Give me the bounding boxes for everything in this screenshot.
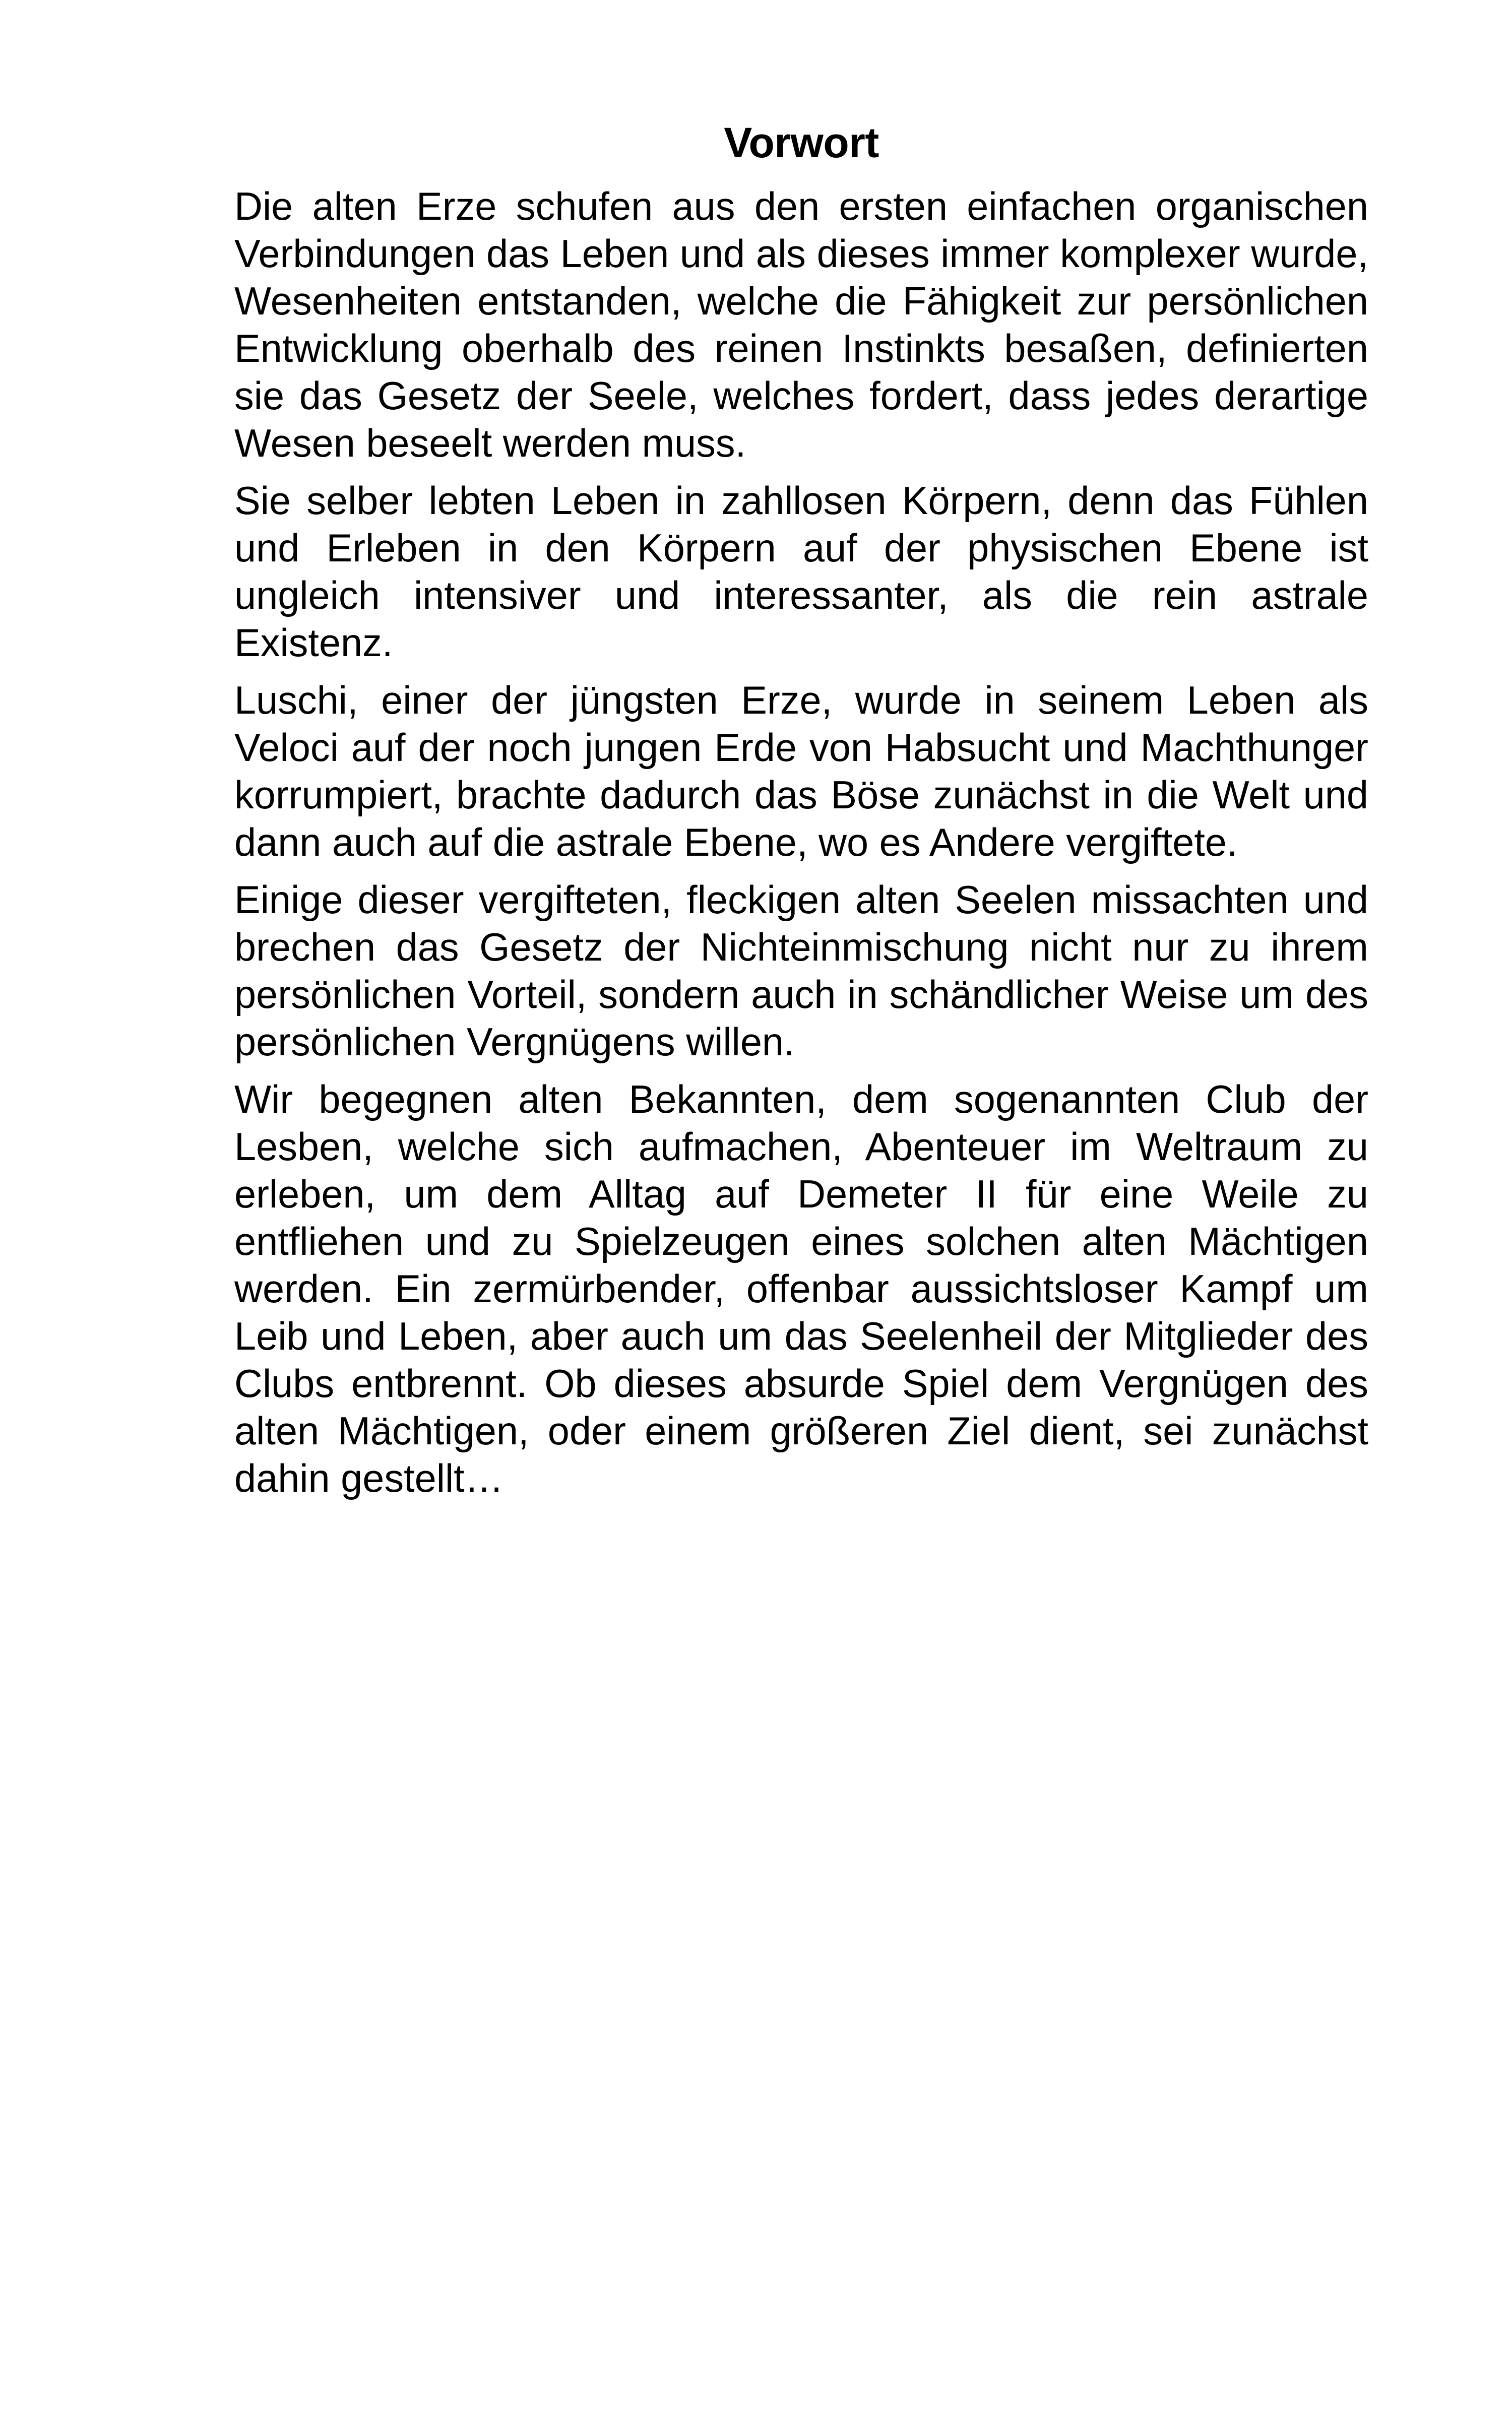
paragraph-4: Einige dieser vergifteten, fleckigen alten Seelen missachten und brechen das Gesetz der Nichteinmischung nicht nur zu ihrem persönlichen Vorteil, sondern auch in schändlicher Weise um des persönlichen Vergnügens willen. (234, 878, 1368, 1064)
paragraph-5: Wir begegnen alten Bekannten, dem sogenannten Club der Lesben, welche sich aufmachen, Abenteuer im Weltraum zu erleben, um dem Alltag auf Demeter II für eine Weile zu entfliehen und zu Spielzeugen eines solchen alten Mächtigen werden. Ein zermürbender, offenbar aussichtsloser Kampf um Leib und Leben, aber auch um das Seelenheil der Mitglieder des Clubs entbrennt. Ob dieses absurde Spiel dem Vergnügen des alten Mächtigen, oder einem größeren Ziel dient, sei zunächst dahin gestellt… (234, 1078, 1368, 1500)
paragraph-1: Die alten Erze schufen aus den ersten einfachen organischen Verbindungen das Leben und als dieses immer komplexer wurde, Wesenheiten entstanden, welche die Fähigkeit zur persönlichen Entwicklung oberhalb des reinen Instinkts besaßen, definierten sie das Gesetz der Seele, welches fordert, dass jedes derartige Wesen beseelt werden muss. (234, 185, 1368, 465)
page-title: Vorwort (724, 119, 879, 166)
page-content (234, 115, 1368, 1512)
paragraph-3: Luschi, einer der jüngsten Erze, wurde in seinem Leben als Veloci auf der noch jungen Erde von Habsucht und Machthunger korrumpiert, brachte dadurch das Böse zunächst in die Welt und dann auch auf die astrale Ebene, wo es Andere vergiftete. (234, 679, 1368, 864)
paragraph-2: Sie selber lebten Leben in zahllosen Körpern, denn das Fühlen und Erleben in den Körpern auf der physischen Ebene ist ungleich intensiver und interessanter, als die rein astrale Existenz. (234, 479, 1368, 665)
